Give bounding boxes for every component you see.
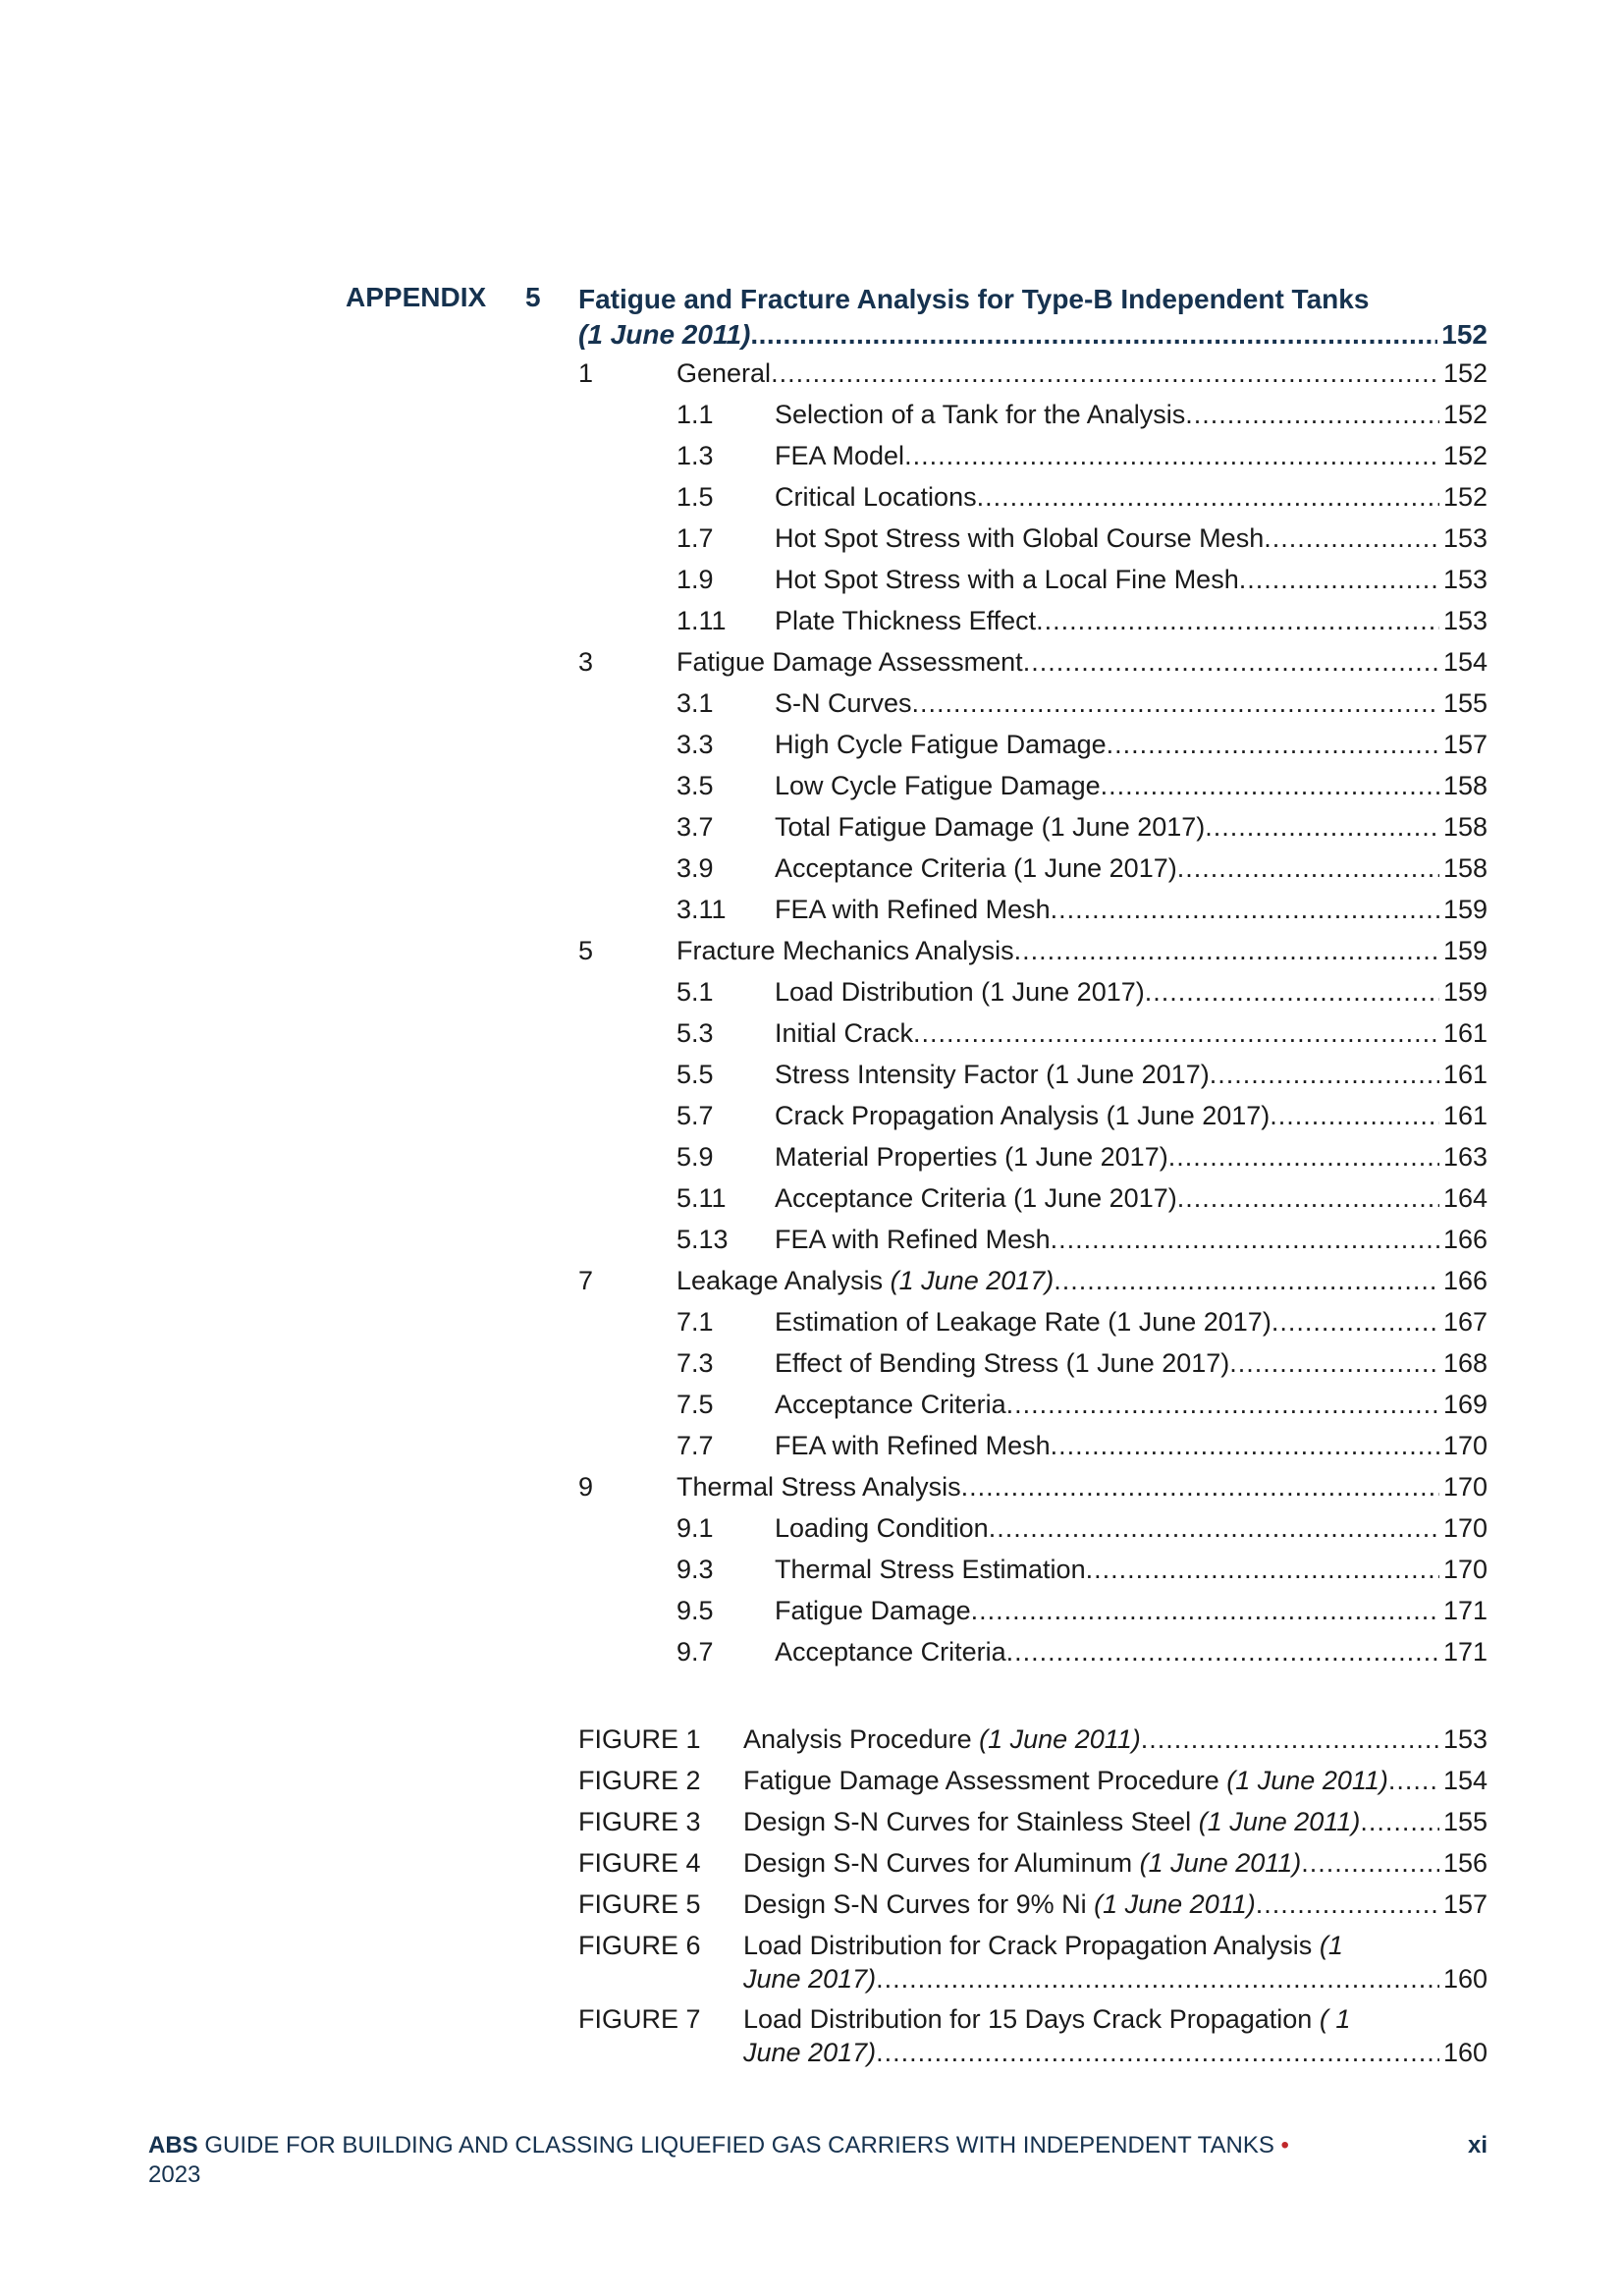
page-number: 153 bbox=[1442, 606, 1488, 635]
page-number: 169 bbox=[1442, 1390, 1488, 1419]
page-footer bbox=[148, 2131, 1488, 2190]
subsection-title: Loading Condition bbox=[775, 1513, 989, 1543]
page-number: 159 bbox=[1442, 895, 1488, 924]
subsection-title: High Cycle Fatigue Damage bbox=[775, 730, 1107, 759]
figure-date: June 2017) bbox=[743, 2038, 877, 2067]
section-number: 5 bbox=[578, 936, 594, 965]
dot-leader bbox=[1107, 726, 1439, 763]
appendix-page: 152 bbox=[1441, 319, 1488, 350]
subsection-title: Hot Spot Stress with a Local Fine Mesh bbox=[775, 565, 1239, 594]
toc-entry-subsection[interactable] bbox=[775, 1221, 1488, 1258]
subsection-number: 5.9 bbox=[676, 1142, 714, 1172]
toc-entry-figure[interactable] bbox=[743, 1886, 1488, 1923]
subsection-number: 3.3 bbox=[676, 730, 714, 759]
page-number: 153 bbox=[1442, 1724, 1488, 1754]
subsection-number: 9.5 bbox=[676, 1596, 714, 1625]
page-number: 166 bbox=[1442, 1225, 1488, 1254]
subsection-number: 5.5 bbox=[676, 1060, 714, 1089]
subsection-title: Fatigue Damage bbox=[775, 1596, 971, 1625]
subsection-title: Acceptance Criteria bbox=[775, 1390, 1006, 1419]
toc-entry-subsection[interactable] bbox=[775, 1427, 1488, 1464]
dot-leader bbox=[1301, 1844, 1439, 1882]
section-title: Fracture Mechanics Analysis bbox=[676, 936, 1014, 965]
subsection-title: Acceptance Criteria (1 June 2017) bbox=[775, 1183, 1177, 1213]
appendix-label: APPENDIX bbox=[346, 282, 487, 312]
subsection-number: 1.3 bbox=[676, 441, 714, 470]
subsection-number: 1.9 bbox=[676, 565, 714, 594]
dot-leader bbox=[1054, 1262, 1439, 1299]
subsection-number: 5.13 bbox=[676, 1225, 729, 1254]
subsection-number: 7.1 bbox=[676, 1307, 714, 1337]
footer-year: 2023 bbox=[148, 2161, 201, 2188]
figure-title: Fatigue Damage Assessment Procedure bbox=[743, 1766, 1219, 1795]
subsection-number: 5.3 bbox=[676, 1018, 714, 1048]
page-number: 164 bbox=[1442, 1183, 1488, 1213]
subsection-number: 3.5 bbox=[676, 771, 714, 800]
subsection-number: 7.3 bbox=[676, 1348, 714, 1378]
subsection-number: 1.5 bbox=[676, 482, 714, 512]
dot-leader bbox=[771, 355, 1439, 392]
page-number: 155 bbox=[1442, 688, 1488, 718]
page-number: 156 bbox=[1442, 1848, 1488, 1878]
figure-title: Design S-N Curves for Aluminum bbox=[743, 1848, 1133, 1878]
page-number: 152 bbox=[1442, 358, 1488, 388]
subsection-number: 3.7 bbox=[676, 812, 714, 842]
page-number: 161 bbox=[1442, 1060, 1488, 1089]
appendix-title-entry[interactable] bbox=[578, 282, 1488, 353]
dot-leader bbox=[971, 1592, 1439, 1629]
figure-label: FIGURE 5 bbox=[578, 1889, 701, 1919]
toc-entry-subsection[interactable] bbox=[775, 437, 1488, 474]
dot-leader bbox=[1086, 1551, 1439, 1588]
subsection-title: Initial Crack bbox=[775, 1018, 914, 1048]
section-title: General bbox=[676, 358, 772, 388]
footer-bullet: • bbox=[1280, 2132, 1289, 2159]
toc-entry-figure[interactable] bbox=[743, 1762, 1488, 1799]
subsection-title: Effect of Bending Stress (1 June 2017) bbox=[775, 1348, 1230, 1378]
subsection-number: 7.7 bbox=[676, 1431, 714, 1460]
subsection-title: Plate Thickness Effect bbox=[775, 606, 1037, 635]
footer-org: ABS bbox=[148, 2132, 198, 2159]
subsection-title: Thermal Stress Estimation bbox=[775, 1555, 1086, 1584]
toc-entry-subsection[interactable] bbox=[775, 684, 1488, 722]
appendix-date: (1 June 2011) bbox=[578, 319, 751, 350]
figure-title: Design S-N Curves for Stainless Steel bbox=[743, 1807, 1192, 1836]
figure-title: Analysis Procedure bbox=[743, 1724, 972, 1754]
subsection-title: Crack Propagation Analysis (1 June 2017) bbox=[775, 1101, 1271, 1130]
toc-entry-subsection[interactable] bbox=[775, 726, 1488, 763]
toc-entry-subsection[interactable] bbox=[775, 767, 1488, 804]
page-number: 154 bbox=[1442, 647, 1488, 677]
dot-leader bbox=[1101, 767, 1439, 804]
subsection-number: 3.9 bbox=[676, 853, 714, 883]
dot-leader bbox=[1014, 932, 1439, 969]
figure-date: ( 1 bbox=[1319, 2004, 1351, 2034]
toc-entry-figure[interactable] bbox=[743, 1844, 1488, 1882]
toc-entry-section[interactable] bbox=[676, 1468, 1488, 1505]
page-number: 157 bbox=[1442, 730, 1488, 759]
page-number: 170 bbox=[1442, 1555, 1488, 1584]
toc-entry-subsection[interactable] bbox=[775, 1551, 1488, 1588]
figure-label: FIGURE 1 bbox=[578, 1724, 701, 1754]
toc-entry-subsection[interactable] bbox=[775, 1014, 1488, 1052]
page-number: 155 bbox=[1442, 1807, 1488, 1836]
page-number: 158 bbox=[1442, 853, 1488, 883]
subsection-title: Load Distribution (1 June 2017) bbox=[775, 977, 1145, 1007]
subsection-number: 9.3 bbox=[676, 1555, 714, 1584]
dot-leader bbox=[1264, 519, 1439, 557]
section-number: 3 bbox=[578, 647, 594, 677]
subsection-number: 3.1 bbox=[676, 688, 714, 718]
dot-leader bbox=[750, 317, 1437, 353]
page-number: 152 bbox=[1442, 441, 1488, 470]
page-number: 170 bbox=[1442, 1472, 1488, 1502]
dot-leader bbox=[1388, 1762, 1439, 1799]
subsection-title: FEA with Refined Mesh bbox=[775, 895, 1051, 924]
subsection-title: Acceptance Criteria (1 June 2017) bbox=[775, 853, 1177, 883]
dot-leader bbox=[1210, 1056, 1439, 1093]
page-number: 170 bbox=[1442, 1431, 1488, 1460]
subsection-number: 1.11 bbox=[676, 606, 727, 635]
dot-leader bbox=[961, 1468, 1439, 1505]
toc-entry-section[interactable] bbox=[676, 1262, 1488, 1299]
dot-leader bbox=[904, 437, 1439, 474]
toc-entry-subsection[interactable] bbox=[775, 891, 1488, 928]
page-number: 171 bbox=[1442, 1637, 1488, 1667]
dot-leader bbox=[1168, 1138, 1439, 1175]
toc-entry-subsection[interactable] bbox=[775, 1097, 1488, 1134]
toc-entry-subsection[interactable] bbox=[775, 1592, 1488, 1629]
page-number: 153 bbox=[1442, 523, 1488, 553]
dot-leader bbox=[913, 1014, 1439, 1052]
dot-leader bbox=[876, 1960, 1439, 1997]
toc-entry-subsection[interactable] bbox=[775, 396, 1488, 433]
toc-entry-section[interactable] bbox=[676, 643, 1488, 681]
figure-label: FIGURE 7 bbox=[578, 2004, 701, 2034]
dot-leader bbox=[1229, 1344, 1439, 1382]
section-title: Leakage Analysis bbox=[676, 1266, 884, 1295]
subsection-number: 5.11 bbox=[676, 1183, 727, 1213]
subsection-title: FEA with Refined Mesh bbox=[775, 1225, 1051, 1254]
page-number: 170 bbox=[1442, 1513, 1488, 1543]
page-number: 166 bbox=[1442, 1266, 1488, 1295]
appendix-title: Fatigue and Fracture Analysis for Type-B Independent Tanks bbox=[578, 284, 1370, 314]
dot-leader bbox=[977, 478, 1439, 516]
toc-entry-subsection[interactable] bbox=[775, 1303, 1488, 1340]
figure-date: June 2017) bbox=[743, 1964, 877, 1994]
toc-entry-figure[interactable] bbox=[743, 1803, 1488, 1840]
subsection-number: 5.7 bbox=[676, 1101, 714, 1130]
subsection-number: 3.11 bbox=[676, 895, 727, 924]
toc-entry-subsection[interactable] bbox=[775, 1386, 1488, 1423]
toc-entry-section[interactable] bbox=[676, 355, 1488, 392]
toc-entry-subsection[interactable] bbox=[775, 1509, 1488, 1547]
dot-leader bbox=[1177, 849, 1439, 887]
appendix-number: 5 bbox=[525, 282, 541, 312]
subsection-title: FEA Model bbox=[775, 441, 905, 470]
subsection-number: 9.1 bbox=[676, 1513, 714, 1543]
subsection-title: Material Properties (1 June 2017) bbox=[775, 1142, 1168, 1172]
dot-leader bbox=[1051, 891, 1439, 928]
figure-date: (1 June 2011) bbox=[1226, 1766, 1388, 1795]
toc-entry-subsection[interactable] bbox=[775, 973, 1488, 1011]
dot-leader bbox=[1006, 1386, 1439, 1423]
subsection-title: Acceptance Criteria bbox=[775, 1637, 1006, 1667]
toc-entry-subsection[interactable] bbox=[775, 561, 1488, 598]
figure-title: Design S-N Curves for 9% Ni bbox=[743, 1889, 1087, 1919]
toc-entry-figure[interactable] bbox=[743, 2000, 1488, 2071]
dot-leader bbox=[876, 2034, 1439, 2071]
figure-title: Load Distribution for 15 Days Crack Propagation bbox=[743, 2004, 1313, 2034]
dot-leader bbox=[1006, 1633, 1439, 1670]
page-number: 158 bbox=[1442, 771, 1488, 800]
page-number: 157 bbox=[1442, 1889, 1488, 1919]
page-number: 167 bbox=[1442, 1307, 1488, 1337]
figure-label: FIGURE 2 bbox=[578, 1766, 701, 1795]
dot-leader bbox=[1185, 396, 1439, 433]
toc-entry-subsection[interactable] bbox=[775, 1633, 1488, 1670]
figure-label: FIGURE 3 bbox=[578, 1807, 701, 1836]
subsection-number: 1.1 bbox=[676, 400, 714, 429]
figure-label: FIGURE 6 bbox=[578, 1931, 701, 1960]
page-number: 152 bbox=[1442, 400, 1488, 429]
dot-leader bbox=[989, 1509, 1439, 1547]
subsection-title: Estimation of Leakage Rate (1 June 2017) bbox=[775, 1307, 1271, 1337]
figure-date: (1 June 2011) bbox=[979, 1724, 1141, 1754]
toc-entry-subsection[interactable] bbox=[775, 1056, 1488, 1093]
dot-leader bbox=[1051, 1221, 1439, 1258]
subsection-number: 9.7 bbox=[676, 1637, 714, 1667]
figure-title: Load Distribution for Crack Propagation Analysis bbox=[743, 1931, 1313, 1960]
subsection-title: Hot Spot Stress with Global Course Mesh bbox=[775, 523, 1265, 553]
dot-leader bbox=[1270, 1097, 1439, 1134]
figure-label: FIGURE 4 bbox=[578, 1848, 701, 1878]
section-number: 1 bbox=[578, 358, 594, 388]
toc-entry-subsection[interactable] bbox=[775, 849, 1488, 887]
subsection-number: 5.1 bbox=[676, 977, 714, 1007]
section-date: (1 June 2017) bbox=[890, 1266, 1055, 1295]
page-number: 159 bbox=[1442, 977, 1488, 1007]
dot-leader bbox=[1256, 1886, 1439, 1923]
page-number: 160 bbox=[1442, 2038, 1488, 2067]
figure-date: (1 June 2011) bbox=[1198, 1807, 1361, 1836]
toc-entry-section[interactable] bbox=[676, 932, 1488, 969]
dot-leader bbox=[1271, 1303, 1439, 1340]
section-title: Fatigue Damage Assessment bbox=[676, 647, 1023, 677]
figure-date: (1 June 2011) bbox=[1139, 1848, 1302, 1878]
section-number: 9 bbox=[578, 1472, 594, 1502]
dot-leader bbox=[1051, 1427, 1439, 1464]
subsection-title: FEA with Refined Mesh bbox=[775, 1431, 1051, 1460]
dot-leader bbox=[1360, 1803, 1439, 1840]
subsection-title: S-N Curves bbox=[775, 688, 912, 718]
figure-date: (1 bbox=[1319, 1931, 1343, 1960]
toc-entry-subsection[interactable] bbox=[775, 1179, 1488, 1217]
page-number: 168 bbox=[1442, 1348, 1488, 1378]
section-title: Thermal Stress Analysis bbox=[676, 1472, 961, 1502]
subsection-title: Stress Intensity Factor (1 June 2017) bbox=[775, 1060, 1210, 1089]
page-number: 160 bbox=[1442, 1964, 1488, 1994]
dot-leader bbox=[1023, 643, 1439, 681]
footer-page-number: xi bbox=[1467, 2132, 1488, 2159]
footer-title: GUIDE FOR BUILDING AND CLASSING LIQUEFIED GAS CARRIERS WITH INDEPENDENT TANKS bbox=[204, 2132, 1274, 2159]
page-number: 158 bbox=[1442, 812, 1488, 842]
page-number: 171 bbox=[1442, 1596, 1488, 1625]
page-number: 163 bbox=[1442, 1142, 1488, 1172]
page-number: 154 bbox=[1442, 1766, 1488, 1795]
toc-entry-subsection[interactable] bbox=[775, 1344, 1488, 1382]
toc-entry-subsection[interactable] bbox=[775, 519, 1488, 557]
subsection-number: 1.7 bbox=[676, 523, 714, 553]
page-number: 159 bbox=[1442, 936, 1488, 965]
figure-date: (1 June 2011) bbox=[1094, 1889, 1256, 1919]
subsection-title: Selection of a Tank for the Analysis bbox=[775, 400, 1186, 429]
dot-leader bbox=[1239, 561, 1439, 598]
subsection-number: 7.5 bbox=[676, 1390, 714, 1419]
page-number: 161 bbox=[1442, 1101, 1488, 1130]
page-number: 153 bbox=[1442, 565, 1488, 594]
toc-entry-subsection[interactable] bbox=[775, 808, 1488, 846]
subsection-title: Critical Locations bbox=[775, 482, 977, 512]
section-number: 7 bbox=[578, 1266, 594, 1295]
dot-leader bbox=[1205, 808, 1439, 846]
dot-leader bbox=[912, 684, 1439, 722]
subsection-title: Low Cycle Fatigue Damage bbox=[775, 771, 1101, 800]
toc-entry-figure[interactable] bbox=[743, 1927, 1488, 1997]
dot-leader bbox=[1177, 1179, 1439, 1217]
subsection-title: Total Fatigue Damage (1 June 2017) bbox=[775, 812, 1206, 842]
dot-leader bbox=[1141, 1721, 1439, 1758]
dot-leader bbox=[1145, 973, 1439, 1011]
toc-entry-figure[interactable] bbox=[743, 1721, 1488, 1758]
toc-entry-subsection[interactable] bbox=[775, 1138, 1488, 1175]
toc-entry-subsection[interactable] bbox=[775, 478, 1488, 516]
page-number: 161 bbox=[1442, 1018, 1488, 1048]
dot-leader bbox=[1036, 602, 1439, 639]
page-number: 152 bbox=[1442, 482, 1488, 512]
toc-entry-subsection[interactable] bbox=[775, 602, 1488, 639]
